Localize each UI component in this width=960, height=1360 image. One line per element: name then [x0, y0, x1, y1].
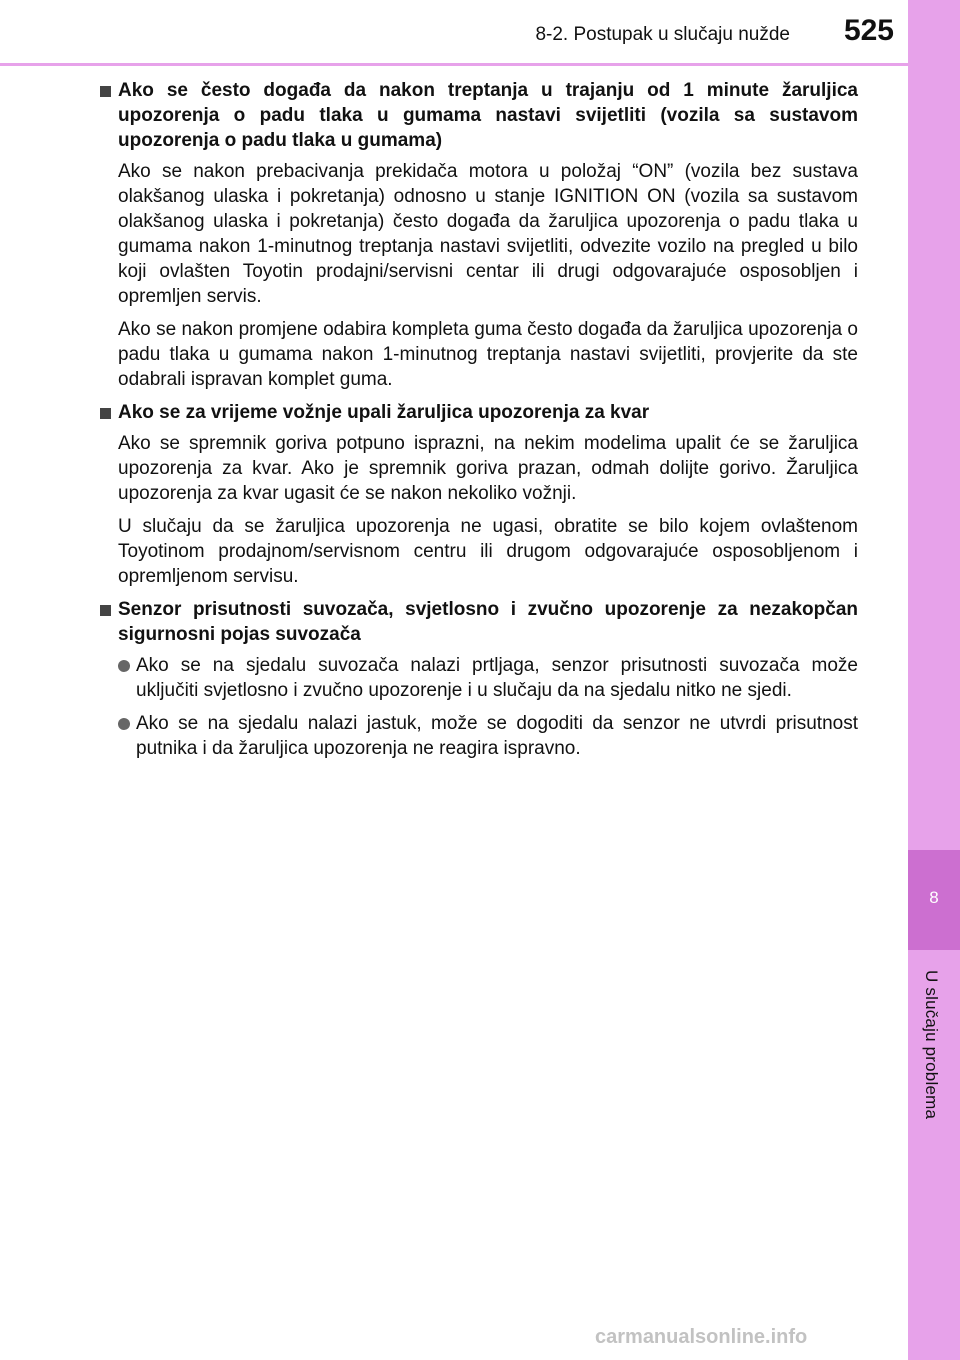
paragraph: Ako se nakon promjene odabira kompleta guma često događa da žaruljica upozorenja o padu tlaka u gumama nakon 1-minutnog treptanja nastavi svijetliti, provjerite da ste odabrali ispravan komplet guma. — [118, 319, 858, 390]
list-item-text: Ako se na sjedalu suvozača nalazi prtljaga, senzor prisutnosti suvozača može uključiti svjetlosno i zvučno upozorenje i u slučaju da na sjedalu nitko ne sjedi. — [136, 655, 858, 701]
section-title: 8-2. Postupak u slučaju nužde — [535, 24, 790, 45]
list-item — [98, 711, 858, 761]
section-heading — [98, 78, 858, 153]
section-heading-text: Ako se često događa da nakon treptanja u trajanju od 1 minute žaruljica upozorenja o padu tlaka u gumama nastavi svijetliti (vozila sa sustavom upozorenja o padu tlaka u gumama) — [118, 80, 858, 151]
paragraph: Ako se spremnik goriva potpuno isprazni, na nekim modelima upalit će se žaruljica upozorenja za kvar. Ako je spremnik goriva prazan, odmah dolijte gorivo. Žaruljica upozorenja za kvar ugasit će se nakon nekoliko vožnji. — [118, 433, 858, 504]
list-item-text: Ako se na sjedalu nalazi jastuk, može se dogoditi da senzor ne utvrdi prisutnost putnika i da žaruljica upozorenja ne reagira ispravno. — [136, 713, 858, 759]
square-bullet-icon — [100, 605, 111, 616]
section-heading-text: Senzor prisutnosti suvozača, svjetlosno i zvučno upozorenje za nezakopčan sigurnosni pojas suvozača — [118, 599, 858, 645]
section-heading — [98, 597, 858, 647]
round-bullet-icon — [118, 660, 130, 672]
section-heading — [98, 400, 858, 425]
page-number: 525 — [843, 14, 894, 47]
chapter-title: U slučaju problema — [922, 970, 941, 1120]
page-content — [98, 78, 858, 769]
chapter-number: 8 — [929, 888, 939, 907]
paragraph: U slučaju da se žaruljica upozorenja ne ugasi, obratite se bilo kojem ovlaštenom Toyotinom prodajnom/servisnom centru ili drugom odgovarajuće osposobljenom i opremljenom servisu. — [118, 516, 858, 587]
section-heading-text: Ako se za vrijeme vožnje upali žaruljica upozorenja za kvar — [118, 402, 650, 423]
round-bullet-icon — [118, 718, 130, 730]
square-bullet-icon — [100, 86, 111, 97]
watermark: carmanualsonline.info — [595, 1326, 808, 1348]
chapter-side-tab — [908, 0, 960, 1360]
paragraph: Ako se nakon prebacivanja prekidača motora u položaj “ON” (vozila bez sustava olakšanog ulaska i pokretanja) odnosno u stanje IGNITION ON (vozila sa sustavom olakšanog ulaska i pokretanja) često događa da žaruljica upozorenja o padu tlaka u gumama nakon 1-minutnog treptanja nastavi svijetliti, odvezite vozilo na pregled u bilo koji ovlašten Toyotin prodajni/servisni centar ili drugi odgovarajuće osposobljen i opremljen servis. — [118, 161, 858, 307]
square-bullet-icon — [100, 408, 111, 419]
list-item — [98, 653, 858, 703]
header-divider — [0, 63, 908, 66]
